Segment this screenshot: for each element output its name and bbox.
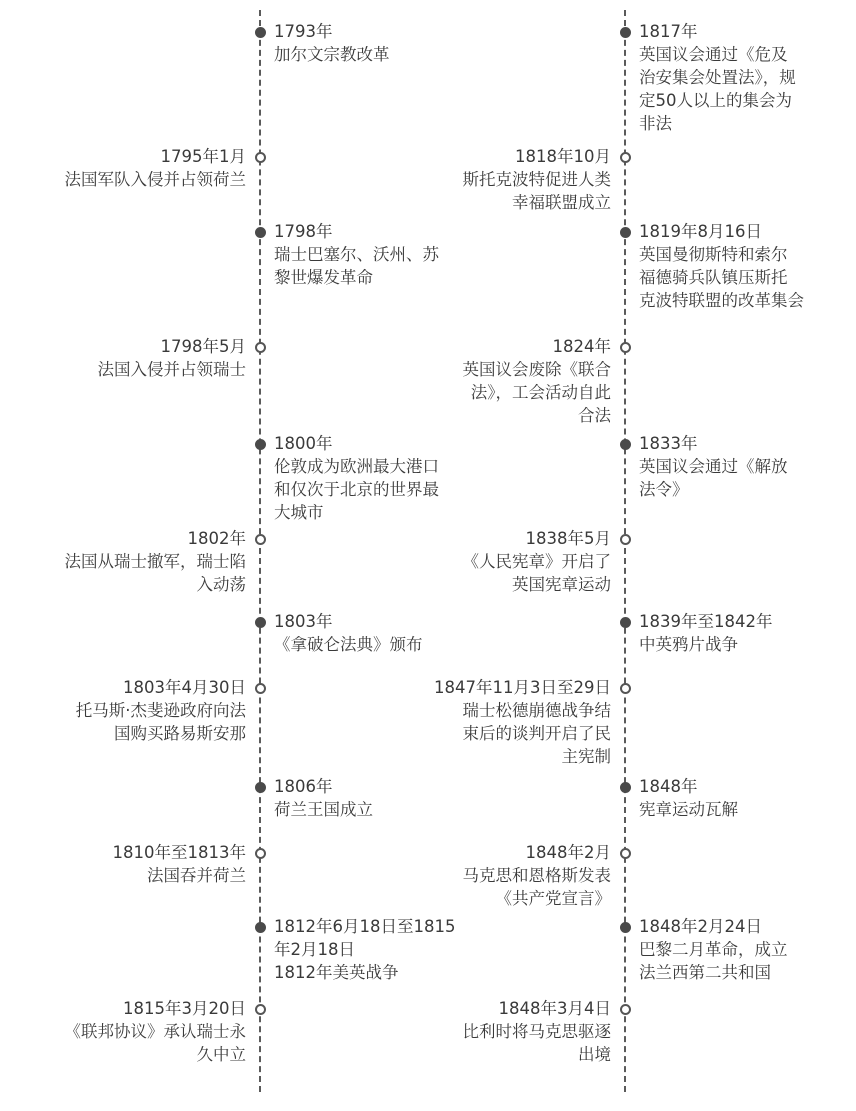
event-description: 《人民宪章》开启了: [462, 552, 611, 571]
event-description: 法》，工会活动自此: [470, 383, 611, 402]
event-date: 1815年3月20日: [123, 999, 246, 1018]
timeline-event: [463, 335, 612, 427]
event-date: 1810年至1813年: [112, 843, 246, 862]
timeline-event: [274, 20, 390, 66]
timeline-event: [639, 432, 788, 501]
event-date: 1848年2月24日: [639, 917, 762, 936]
event-description: 黎世爆发革命: [274, 268, 373, 287]
event-description: 英国议会通过《解放: [639, 457, 788, 476]
event-description: 中英鸦片战争: [639, 635, 738, 654]
event-description: 瑞士巴塞尔、沃州、苏: [274, 245, 439, 264]
event-description: 年2月18日: [274, 940, 355, 959]
event-date: 1803年: [274, 612, 333, 631]
event-description: 瑞士松德崩德战争结: [462, 701, 611, 720]
event-description: 《共产党宣言》: [495, 889, 611, 908]
timeline-event: [463, 145, 612, 214]
event-date: 1847年11月3日至29日: [434, 678, 611, 697]
filled-event-marker: [620, 617, 631, 628]
timeline-event: [65, 997, 247, 1066]
timeline-event: [76, 676, 246, 745]
event-description: 幸福联盟成立: [512, 193, 611, 212]
event-description: 大城市: [274, 503, 324, 522]
event-description: 法令》: [639, 480, 689, 499]
event-description: 治安集会处置法》，规: [639, 68, 796, 87]
event-description: 法国军队入侵并占领荷兰: [64, 170, 246, 189]
event-description: 托马斯·杰斐逊政府向法: [75, 701, 246, 720]
filled-event-marker: [255, 922, 266, 933]
event-description: 比利时将马克思驱逐: [462, 1022, 611, 1041]
filled-event-marker: [255, 27, 266, 38]
event-date: 1824年: [552, 337, 611, 356]
hollow-event-marker: [255, 848, 266, 859]
filled-event-marker: [620, 227, 631, 238]
filled-event-marker: [255, 439, 266, 450]
event-description: 法国吞并荷兰: [147, 866, 246, 885]
event-date: 1798年5月: [160, 337, 246, 356]
timeline-event: [639, 775, 738, 821]
timeline-event: [434, 676, 611, 768]
hollow-event-marker: [255, 683, 266, 694]
hollow-event-marker: [255, 1004, 266, 1015]
event-date: 1819年8月16日: [639, 222, 762, 241]
event-description: 合法: [578, 406, 611, 425]
event-description: 1812年美英战争: [274, 963, 399, 982]
event-date: 1812年6月18日至1815: [274, 917, 456, 936]
event-date: 1839年至1842年: [639, 612, 773, 631]
event-description: 斯托克波特促进人类: [462, 170, 611, 189]
timeline-event: [65, 527, 247, 596]
timeline-event: [639, 20, 796, 135]
event-description: 入动荡: [196, 575, 246, 594]
event-description: 英国议会废除《联合: [462, 360, 611, 379]
event-description: 英国议会通过《危及: [639, 45, 788, 64]
timeline-event: [113, 841, 246, 887]
event-date: 1838年5月: [525, 529, 611, 548]
timeline-event: [463, 527, 612, 596]
filled-event-marker: [620, 439, 631, 450]
hollow-event-marker: [620, 1004, 631, 1015]
event-description: 马克思和恩格斯发表: [462, 866, 611, 885]
event-date: 1800年: [274, 434, 333, 453]
filled-event-marker: [620, 27, 631, 38]
event-description: 束后的谈判开启了民: [462, 724, 611, 743]
hollow-event-marker: [255, 342, 266, 353]
timeline-event: [463, 997, 612, 1066]
event-description: 《联邦协议》承认瑞士永: [64, 1022, 246, 1041]
event-description: 出境: [578, 1045, 611, 1064]
event-description: 法兰西第二共和国: [639, 963, 771, 982]
timeline-event: [274, 775, 373, 821]
timeline-event: [639, 610, 772, 656]
hollow-event-marker: [620, 342, 631, 353]
event-date: 1798年: [274, 222, 333, 241]
event-date: 1848年3月4日: [498, 999, 611, 1018]
event-description: 福德骑兵队镇压斯托: [639, 268, 788, 287]
event-description: 伦敦成为欧洲最大港口: [274, 457, 439, 476]
event-description: 巴黎二月革命，成立: [639, 940, 788, 959]
event-description: 《拿破仑法典》颁布: [274, 635, 423, 654]
event-date: 1818年10月: [515, 147, 611, 166]
timeline-event: [274, 915, 455, 984]
event-description: 加尔文宗教改革: [274, 45, 390, 64]
timeline-event: [639, 220, 804, 312]
event-date: 1848年: [639, 777, 698, 796]
event-date: 1793年: [274, 22, 333, 41]
filled-event-marker: [620, 922, 631, 933]
filled-event-marker: [255, 617, 266, 628]
timeline-event: [639, 915, 788, 984]
filled-event-marker: [620, 782, 631, 793]
timeline-event: [463, 841, 612, 910]
event-description: 国购买路易斯安那: [114, 724, 246, 743]
hollow-event-marker: [620, 152, 631, 163]
timeline-event: [274, 220, 439, 289]
filled-event-marker: [255, 782, 266, 793]
event-description: 主宪制: [561, 747, 611, 766]
hollow-event-marker: [620, 534, 631, 545]
hollow-event-marker: [255, 152, 266, 163]
event-date: 1806年: [274, 777, 333, 796]
filled-event-marker: [255, 227, 266, 238]
event-description: 和仅次于北京的世界最: [274, 480, 439, 499]
event-description: 定50人以上的集会为: [639, 91, 792, 110]
hollow-event-marker: [620, 683, 631, 694]
event-date: 1803年4月30日: [123, 678, 246, 697]
event-date: 1795年1月: [160, 147, 246, 166]
event-description: 英国宪章运动: [512, 575, 611, 594]
event-date: 1802年: [187, 529, 246, 548]
event-description: 克波特联盟的改革集会: [639, 291, 804, 310]
event-description: 非法: [639, 114, 672, 133]
event-description: 英国曼彻斯特和索尔: [639, 245, 788, 264]
event-date: 1817年: [639, 22, 698, 41]
timeline-event: [274, 432, 439, 524]
timeline-event: [65, 145, 247, 191]
event-description: 荷兰王国成立: [274, 800, 373, 819]
event-description: 宪章运动瓦解: [639, 800, 738, 819]
event-date: 1833年: [639, 434, 698, 453]
timeline-event: [274, 610, 423, 656]
hollow-event-marker: [620, 848, 631, 859]
event-description: 久中立: [196, 1045, 246, 1064]
event-description: 法国从瑞士撤军，瑞士陷: [64, 552, 246, 571]
hollow-event-marker: [255, 534, 266, 545]
event-description: 法国入侵并占领瑞士: [97, 360, 246, 379]
timeline-event: [98, 335, 247, 381]
event-date: 1848年2月: [525, 843, 611, 862]
